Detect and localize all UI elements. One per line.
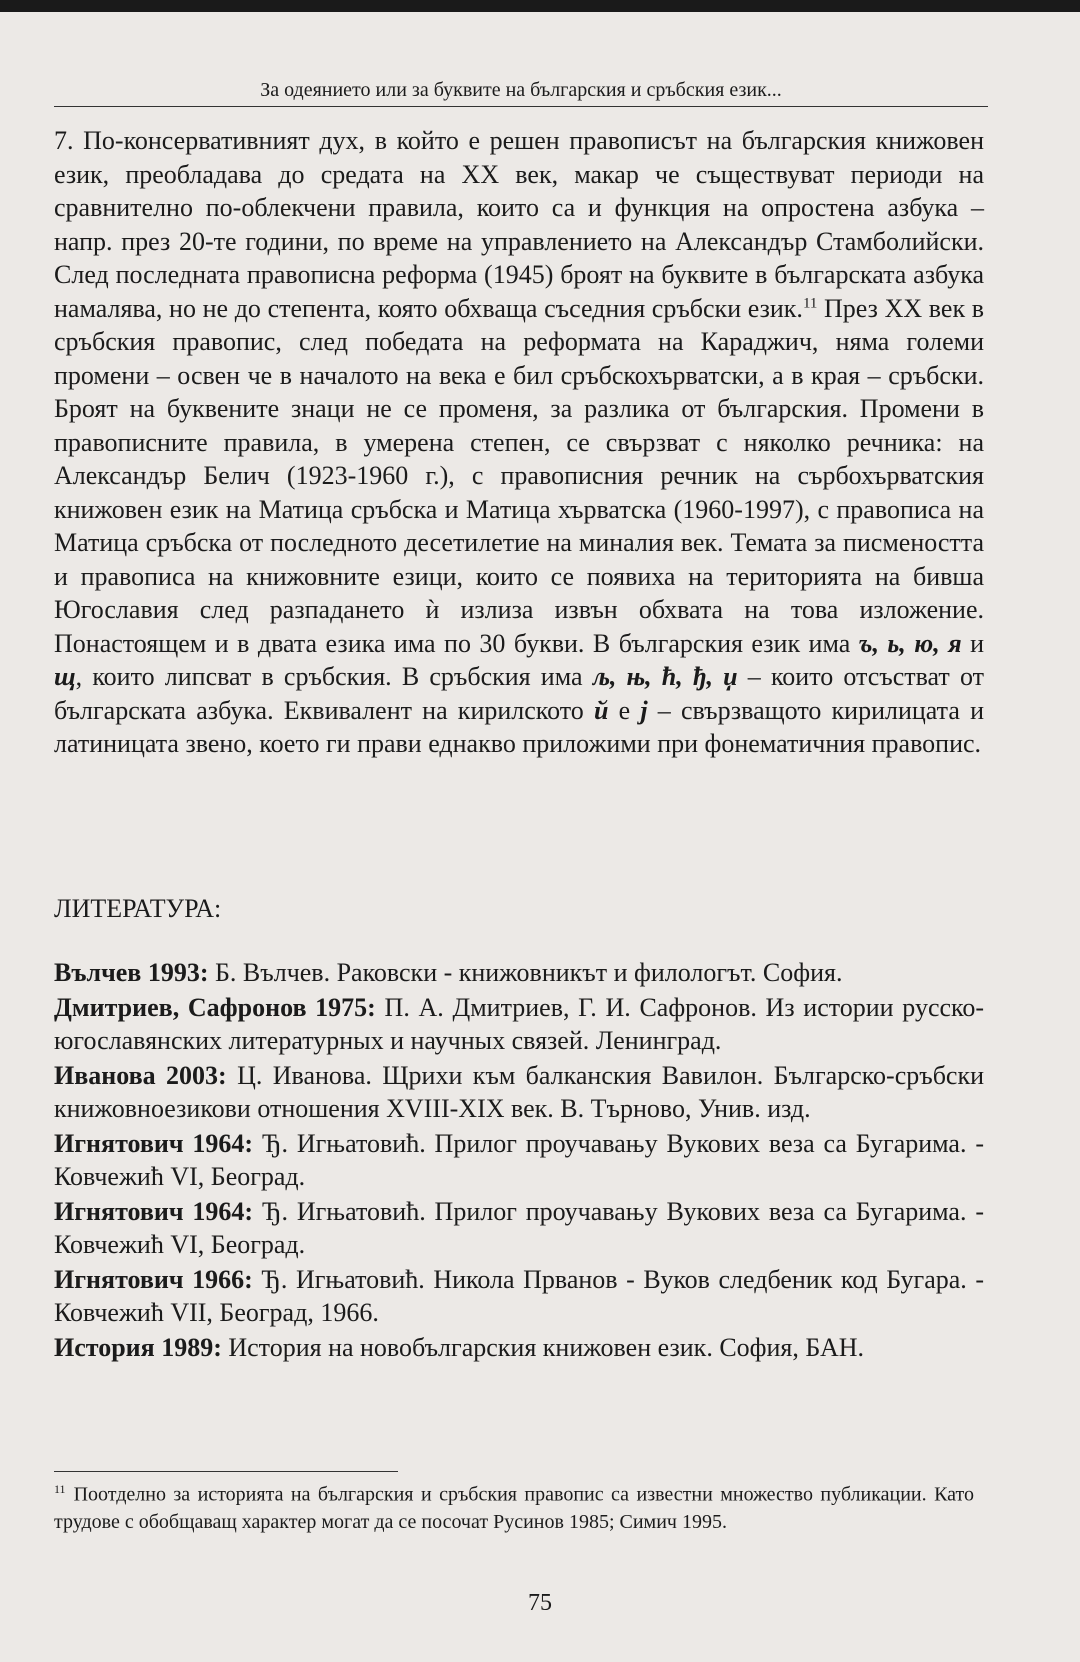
- reference-text: Ђ. Игњатовић. Прилог проучавању Вукових веза са Бугарима. - Ковчежић VI, Београд.: [54, 1128, 984, 1191]
- footnote: [54, 1476, 974, 1536]
- letter-short-i: й: [593, 695, 609, 725]
- reference-text: П. А. Дмитриев, Г. И. Сафронов. Из истории русско-югославянских литературных и научных связей. Ленинград.: [54, 992, 984, 1055]
- reference-key: Игнятович 1964:: [54, 1128, 254, 1158]
- scan-top-edge: [0, 0, 1080, 12]
- literature-title: ЛИТЕРАТУРА:: [54, 894, 222, 923]
- reference-key: Игнятович 1964:: [54, 1196, 254, 1226]
- reference-item: [54, 1195, 984, 1262]
- reference-key: История 1989:: [54, 1332, 222, 1362]
- reference-key: Иванова 2003:: [54, 1060, 227, 1090]
- bulgarian-letters: ъ, ь, ю, я: [858, 628, 962, 658]
- reference-item: [54, 956, 984, 990]
- reference-item: [54, 1127, 984, 1194]
- header-rule: [54, 106, 988, 107]
- paragraph-text-1: 7. По-консервативният дух, в който е решен правописът на българския книжовен език, преобладава до средата на XX век, макар че съществуват периоди на сравнително по-облекчени правила, които са и функция на опростена азбука – напр. през 20-те години, по време на управлението на Александър Стамболийски. След последната правописна реформа (1945) броят на буквите в българската азбука намалява, но не до степента, която обхваща съседния сръбски език.: [54, 126, 984, 323]
- paragraph-text-5: – свързващото кирилицата и латиницата звено, което ги прави еднакво приложими при фонематичния правопис.: [54, 695, 984, 758]
- reference-text: Ђ. Игњатовић. Никола Прванов - Вуков следбеник код Бугара. - Ковчежић VII, Београд, 1966.: [54, 1264, 985, 1327]
- reference-item: [54, 1263, 984, 1330]
- reference-key: Дмитриев, Сафронов 1975:: [54, 992, 376, 1022]
- reference-item: [54, 1059, 984, 1126]
- reference-item: [54, 1331, 984, 1365]
- reference-item: [54, 991, 984, 1058]
- footnote-number: 11: [54, 1482, 66, 1496]
- reference-text: Б. Вълчев. Раковски - книжовникът и филологът. София.: [208, 958, 843, 987]
- serbian-letters: љ, њ, ћ, ђ, џ: [592, 662, 738, 691]
- paragraph-text-2: През XX век в сръбския правопис, след победата на реформата на Караджич, няма големи промени – освен че в началото на века е бил сръбскохърватски, а в края – сръбски. Броят на буквените знаци не се променя, за разлика от българския. Промени в правописните правила, в умерена степен, се свързват с няколко речника: на Александър Белич (1923-1960 г.), с правописния речник на сърбохърватския книжовен език на Матица сръбска и Матица хърватска (1960-1997), с правописа на Матица сръбска от последното десетилетие на миналия век. Темата за писмеността и правописа на книжовните езици, които се появиха на територията на бивша Югославия след разпадането ѝ излиза извън обхвата на това изложение. Понастоящем и в двата езика има по 30 букви. В българския език има: [54, 293, 984, 658]
- and-word: и: [961, 628, 984, 658]
- reference-text: Ц. Иванова. Щрихи към балканския Вавилон. Българско-сръбски книжовноезикови отношения XVIII-XIX век. В. Търново, Унив. изд.: [54, 1060, 985, 1123]
- e-word: е: [608, 695, 641, 725]
- footnote-reference[interactable]: 11: [802, 294, 818, 311]
- reference-text: История на новобългарския книжовен език. София, БАН.: [221, 1332, 865, 1362]
- bulgarian-letter-last: щ: [54, 662, 76, 691]
- reference-key: Вълчев 1993:: [54, 958, 209, 987]
- reference-key: Игнятович 1966:: [54, 1264, 253, 1294]
- running-head: За одеянието или за буквите на българския и сръбския език...: [260, 79, 782, 101]
- letter-j: j: [640, 695, 648, 725]
- footnote-text: Поотделно за историята на българския и сръбския правопис са известни множество публикации. Като трудове с обобщаващ характер могат да се посочат Русинов 1985; Симич 1995.: [54, 1483, 974, 1533]
- reference-list: [54, 956, 984, 1365]
- page-number: 75: [528, 1590, 552, 1616]
- reference-text: Ђ. Игњатовић. Прилог проучавању Вукових веза са Бугарима. - Ковчежић VI, Београд.: [54, 1196, 984, 1259]
- footnote-rule: [54, 1471, 398, 1472]
- paragraph-text-4: – които отсъстват от българската азбука. Еквивалент на кирилското: [54, 662, 984, 725]
- paragraph-text-3: , които липсват в сръбския. В сръбския има: [75, 662, 593, 691]
- main-paragraph: [54, 124, 984, 761]
